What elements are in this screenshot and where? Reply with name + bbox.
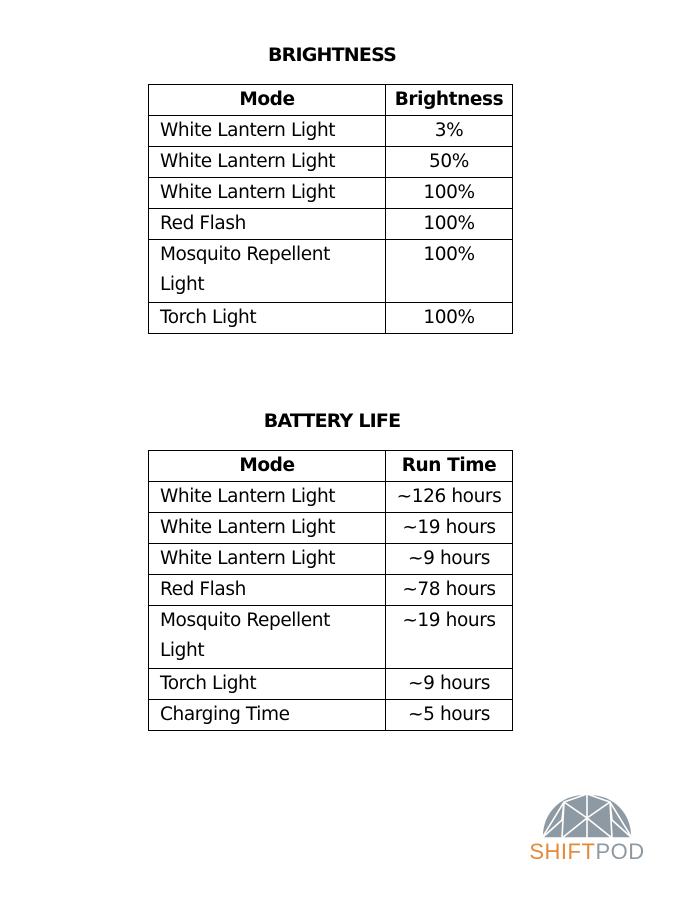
table-row [149, 575, 513, 606]
brightness-cell: 100% [386, 209, 513, 240]
run-time-cell: ~19 hours [386, 513, 513, 544]
dome-icon [540, 790, 634, 840]
mode-cell: White Lantern Light [149, 116, 386, 147]
run-time-cell: ~5 hours [386, 700, 513, 731]
mode-cell: White Lantern Light [149, 513, 386, 544]
table-row [149, 606, 513, 669]
mode-cell: Mosquito Repellent Light [149, 240, 386, 303]
brightness-cell: 50% [386, 147, 513, 178]
table-header-row [149, 451, 513, 482]
brightness-cell: 3% [386, 116, 513, 147]
mode-column-header: Mode [149, 85, 386, 116]
table-row [149, 116, 513, 147]
run-time-cell: ~19 hours [386, 606, 513, 669]
mode-cell: White Lantern Light [149, 544, 386, 575]
mode-cell: Torch Light [149, 303, 386, 334]
mode-cell: Torch Light [149, 669, 386, 700]
table-row [149, 147, 513, 178]
logo-word-shift: SHIFT [529, 839, 596, 864]
mode-column-header: Mode [149, 451, 386, 482]
run-time-cell: ~9 hours [386, 544, 513, 575]
table-row [149, 513, 513, 544]
mode-cell: Red Flash [149, 209, 386, 240]
table-row [149, 669, 513, 700]
table-row [149, 303, 513, 334]
mode-cell: White Lantern Light [149, 147, 386, 178]
table-row [149, 544, 513, 575]
table-row [149, 482, 513, 513]
run-time-cell: ~78 hours [386, 575, 513, 606]
run-time-cell: ~126 hours [386, 482, 513, 513]
battery-life-title: BATTERY LIFE [263, 410, 401, 432]
battery-life-table [148, 450, 513, 731]
table-row [149, 209, 513, 240]
mode-cell: Charging Time [149, 700, 386, 731]
mode-cell: Red Flash [149, 575, 386, 606]
table-header-row [149, 85, 513, 116]
table-row [149, 240, 513, 303]
run-time-cell: ~9 hours [386, 669, 513, 700]
brightness-table [148, 84, 513, 334]
brightness-column-header: Brightness [386, 85, 513, 116]
logo-wordmark [514, 840, 660, 864]
brightness-cell: 100% [386, 240, 513, 303]
brightness-title: BRIGHTNESS [267, 44, 397, 66]
shiftpod-logo [514, 790, 660, 864]
mode-cell: White Lantern Light [149, 178, 386, 209]
mode-cell: White Lantern Light [149, 482, 386, 513]
table-row [149, 178, 513, 209]
mode-cell: Mosquito Repellent Light [149, 606, 386, 669]
table-row [149, 700, 513, 731]
logo-word-pod: POD [595, 839, 645, 864]
brightness-cell: 100% [386, 178, 513, 209]
run-time-column-header: Run Time [386, 451, 513, 482]
brightness-cell: 100% [386, 303, 513, 334]
